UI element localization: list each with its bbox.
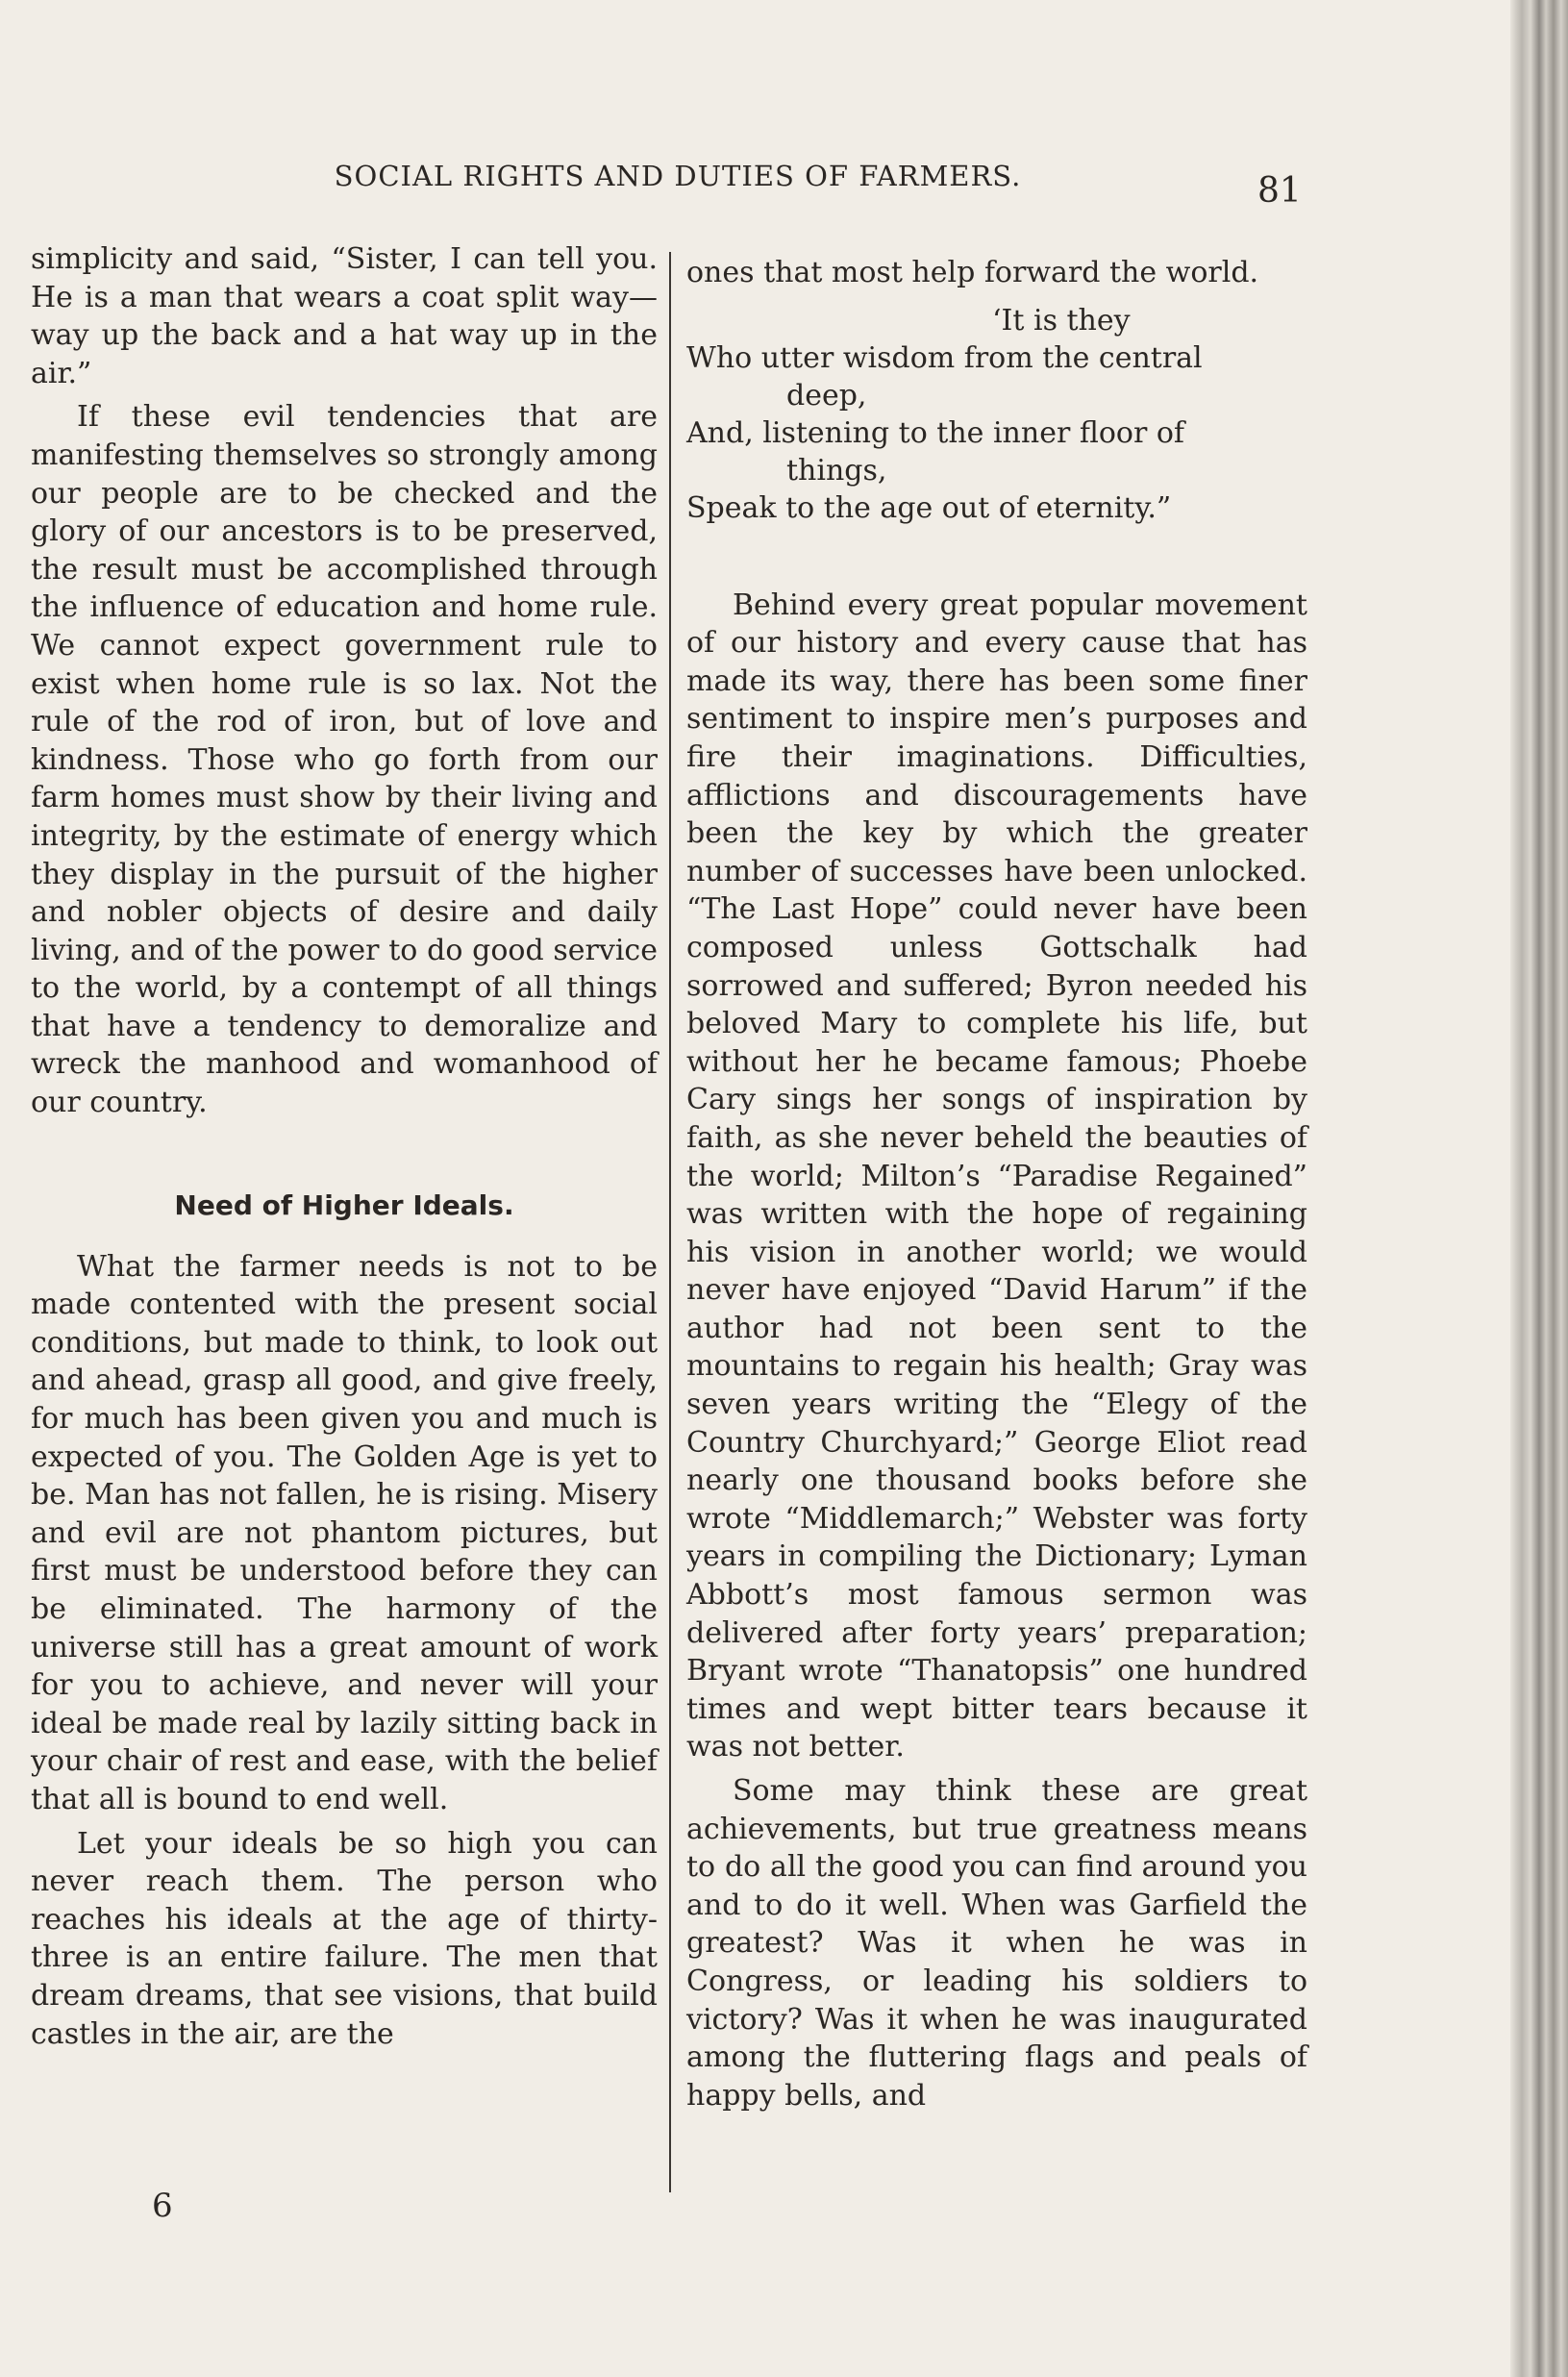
column-divider [669, 252, 671, 2192]
page-number: 81 [1257, 171, 1302, 211]
poem-line: Who utter wisdom from the central [686, 340, 1203, 375]
right-paragraph-3: Some may think these are great achievements, but true greatness means to do all the good you can find around you and to do it well. When was Garfield the greatest? Was it when he was in Congress, or leading his soldiers to victory? Was it when he was inaugurated among the fluttering flags and peals of happy bells, and [686, 1774, 1307, 2113]
left-paragraph-1: simplicity and said, “Sister, I can tell you. He is a man that wears a coat split way—way up the back and a hat way up in the air.” [31, 242, 658, 390]
section-heading: Need of Higher Ideals. [174, 1188, 514, 1221]
running-title: SOCIAL RIGHTS AND DUTIES OF FARMERS. [334, 160, 1022, 192]
poem-line: deep, [786, 378, 867, 413]
left-paragraph-3: What the farmer needs is not to be made contented with the present social conditions, but made to think, to look out and ahead, grasp all good, and give freely, for much has been given you and much is expected of you. The Golden Age is yet to be. Man has not fallen, he is rising. Misery and evil are not phantom pictures, but first must be understood before they can be eliminated. The harmony of the universe still has a great amount of work for you to achieve, and never will your ideal be made real by lazily sitting back in your chair of rest and ease, with the belief that all is bound to end well. [31, 1249, 658, 1816]
left-paragraph-2: If these evil tendencies that are manifesting themselves so strongly among our people are to be checked and the glory of our ancestors is to be preserved, the result must be accomplished through the influence of education and home rule. We cannot expect government rule to exist when home rule is so lax. Not the rule of the rod of iron, but of love and kindness. Those who go forth from our farm homes must show by their living and integrity, by the estimate of energy which they display in the pursuit of the higher and nobler objects of desire and daily living, and of the power to do good service to the world, by a contempt of all things that have a tendency to demoralize and wreck the manhood and womanhood of our country. [31, 400, 658, 1120]
left-column [31, 240, 658, 2053]
signature-mark: 6 [152, 2187, 173, 2225]
poem-quote [686, 302, 1307, 527]
poem-line: And, listening to the inner floor of [686, 415, 1184, 450]
right-paragraph-1: ones that most help forward the world. [686, 256, 1259, 289]
poem-line: Speak to the age out of eternity.” [686, 490, 1172, 525]
page-edge [1510, 0, 1568, 2377]
right-paragraph-2: Behind every great popular movement of our history and every cause that has made its way, there has been some finer sentiment to inspire men’s purposes and fire their imaginations. Difficulties, afflictions and discouragements have been the key by which the greater number of successes have been unlocked. “The Last Hope” could never have been composed unless Gottschalk had sorrowed and suffered; Byron needed his beloved Mary to complete his life, but without her he became famous; Phoebe Cary sings her songs of inspiration by faith, as she never beheld the beauties of the world; Milton’s “Paradise Regained” was written with the hope of regaining his vision in another world; we would never have enjoyed “David Harum” if the author had not been sent to the mountains to regain his health; Gray was seven years writing the “Elegy of the Country Churchyard;” George Eliot read nearly one thousand books before she wrote “Middlemarch;” Webster was forty years in compiling the Dictionary; Lyman Abbott’s most famous sermon was delivered after forty years’ preparation; Bryant wrote “Thanatopsis” one hundred times and wept bitter tears because it was not better. [686, 588, 1307, 1764]
poem-line: ‘It is they [992, 303, 1131, 338]
poem-line: things, [786, 453, 887, 488]
left-paragraph-4: Let your ideals be so high you can never reach them. The person who reaches his ideals at the age of thirty-three is an entire failure. The men that dream dreams, that see visions, that build castles in the air, are the [31, 1826, 658, 2051]
right-column [686, 254, 1307, 2114]
